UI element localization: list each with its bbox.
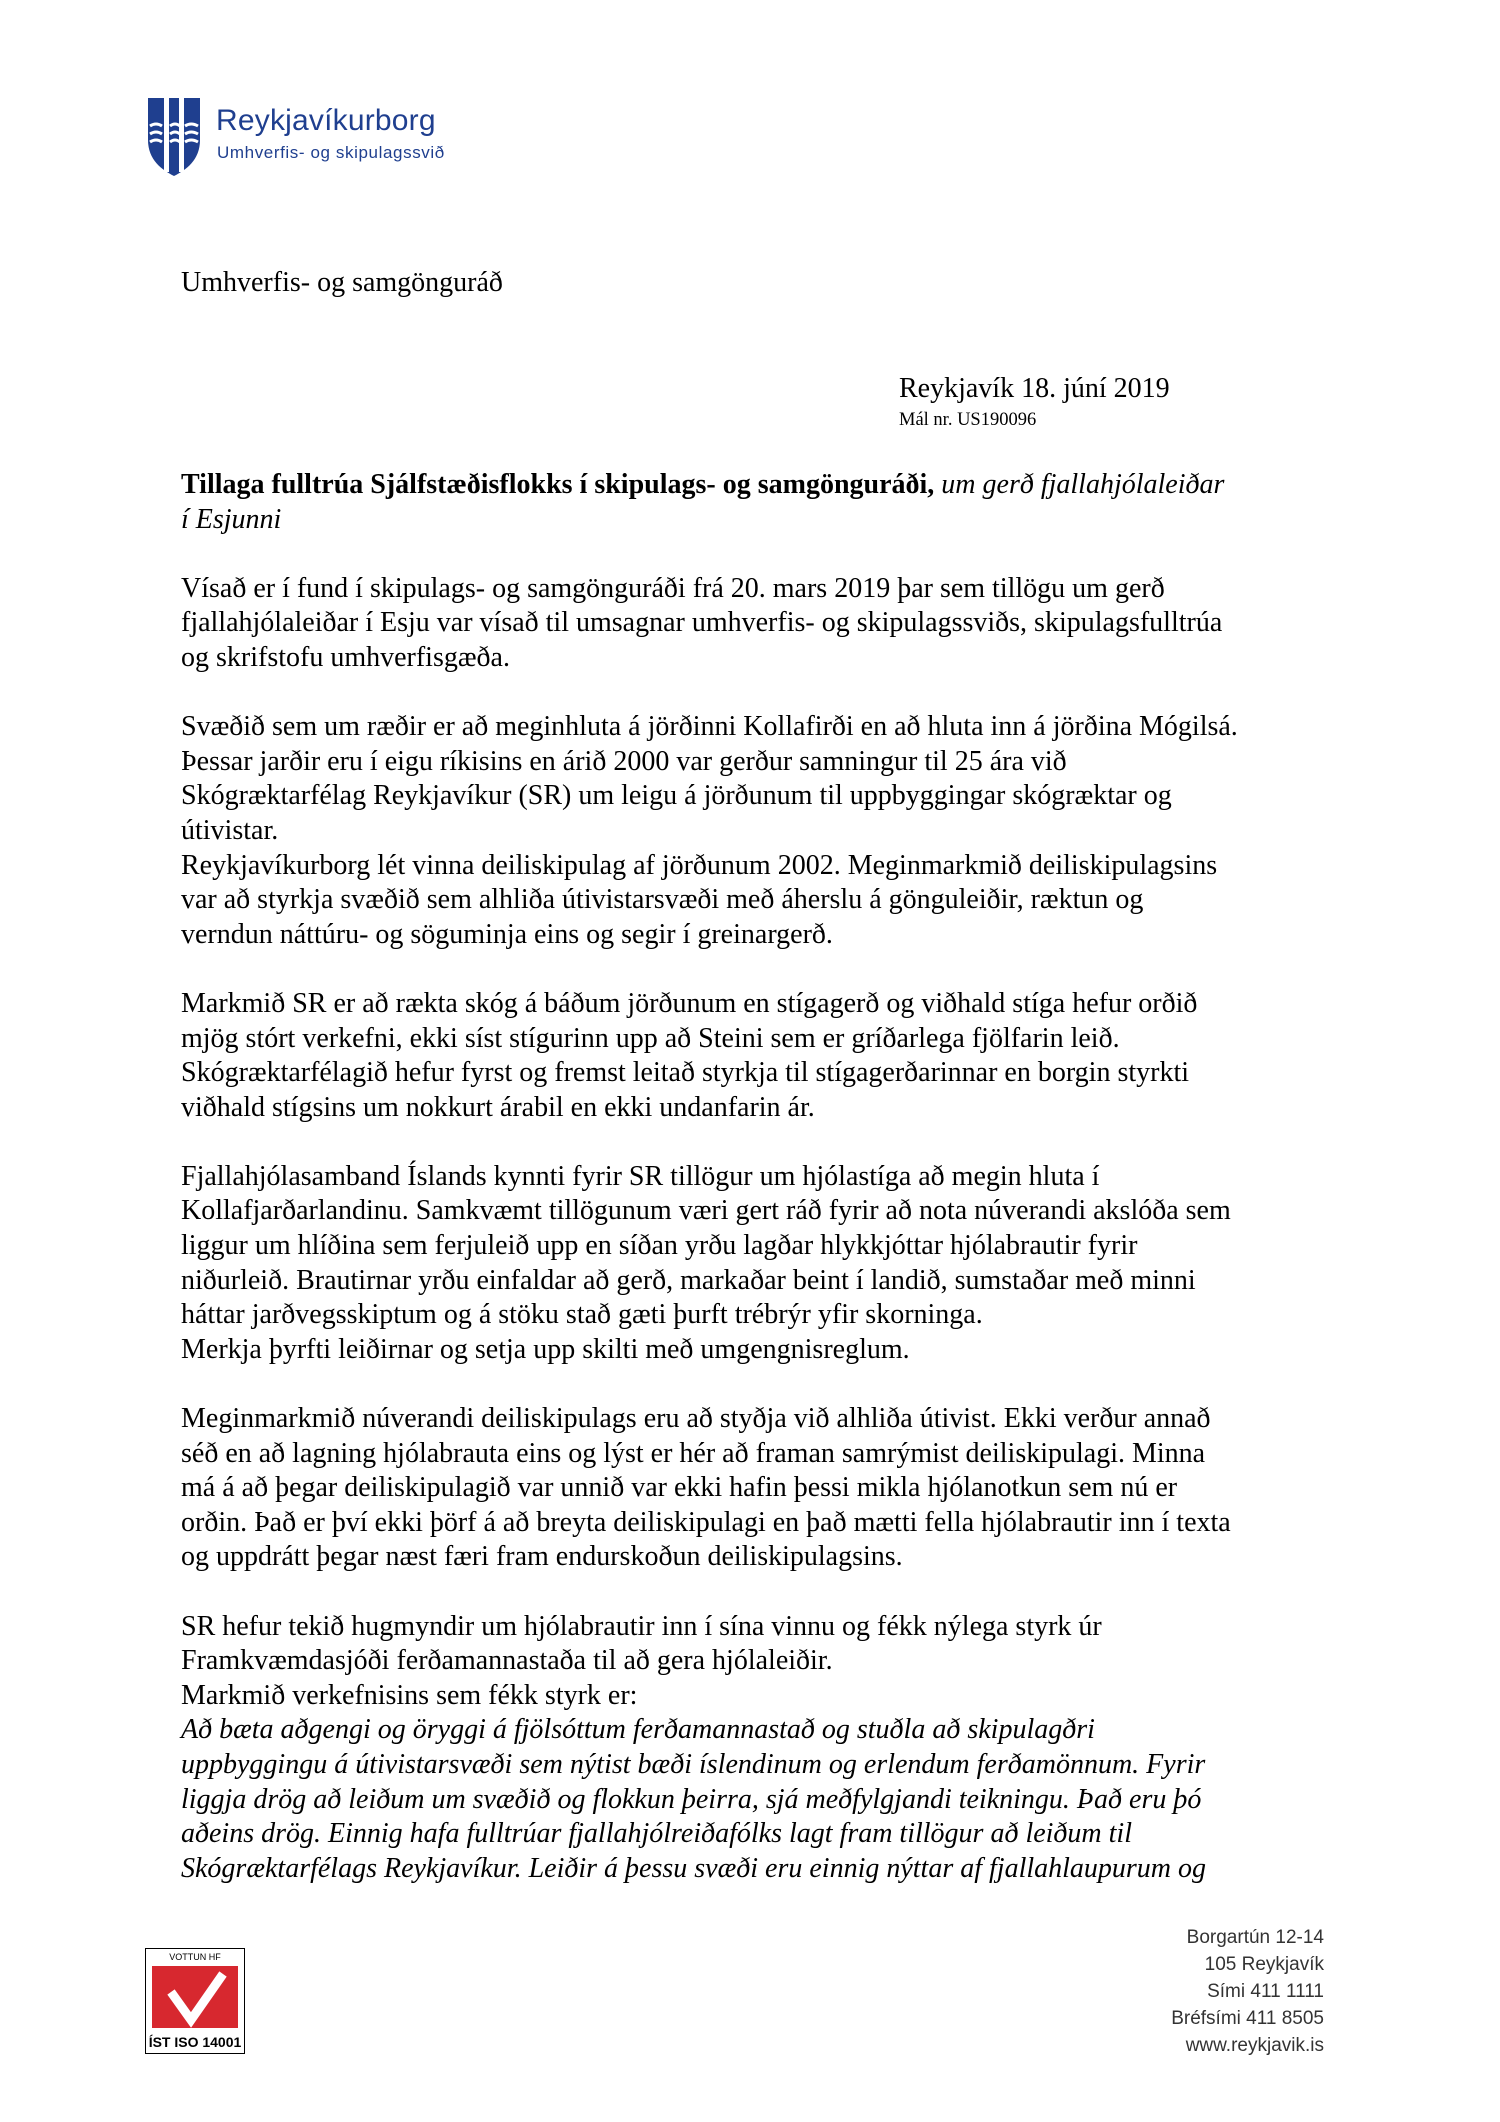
paragraph-6 <box>181 1333 1351 1368</box>
paragraph-7 <box>181 1402 1351 1575</box>
text-line: Merkja þyrfti leiðirnar og setja upp skilti með umgengnisreglum. <box>181 1333 910 1365</box>
address-fax: Bréfsími 411 8505 <box>1171 2008 1324 2029</box>
text-line: verndun náttúru- og söguminja eins og segir í greinargerð. <box>181 918 833 950</box>
text-line: Reykjavíkurborg lét vinna deiliskipulag af jörðunum 2002. Meginmarkmið deiliskipulagsins <box>181 849 1218 881</box>
text-line: orðin. Það er því ekki þörf á að breyta deiliskipulagi en það mætti fella hjólabrautir inn í texta <box>181 1506 1231 1538</box>
text-line: liggur um hlíðina sem ferjuleið upp en síðan yrðu lagðar hlykkjóttar hjólabrautir fyrir <box>181 1230 1138 1262</box>
text-line: liggja drög að leiðum um svæðið og flokkun þeirra, sjá meðfylgjandi teikningu. Það eru þó <box>181 1783 1202 1815</box>
text-line: Að bæta aðgengi og öryggi á fjölsóttum ferðamannastað og stuðla að skipulagðri <box>181 1714 1095 1746</box>
letter-body <box>181 468 1351 1886</box>
text-line: Fjallahjólasamband Íslands kynnti fyrir SR tillögur um hjólastíga að megin hluta í <box>181 1160 1100 1192</box>
text-line: séð en að lagning hjólabrauta eins og lýst er hér að framan samrýmist deiliskipulagi. Minna <box>181 1437 1206 1469</box>
text-line: uppbyggingu á útivistarsvæði sem nýtist bæði íslendinum og erlendum ferðamönnum. Fyrir <box>181 1748 1206 1780</box>
address-website[interactable]: www.reykjavik.is <box>1185 2035 1324 2056</box>
text-line: Þessar jarðir eru í eigu ríkisins en árið 2000 var gerður samningur til 25 ára við <box>181 745 1067 777</box>
text-line: háttar jarðvegsskiptum og á stöku stað gæti þurft trébrýr yfir skorninga. <box>181 1299 983 1331</box>
text-line: Skógræktarfélags Reykjavíkur. Leiðir á þessu svæði eru einnig nýttar af fjallahlaupurum og <box>181 1852 1207 1884</box>
checkmark-certification-icon <box>145 1948 245 2054</box>
paragraph-5 <box>181 1160 1351 1333</box>
subject-bold: Tillaga fulltrúa Sjálfstæðisflokks í skipulags- og samgönguráði, <box>181 469 935 500</box>
text-line: má á að þegar deiliskipulagið var unnið var ekki hafin þessi mikla hjólanotkun sem nú er <box>181 1472 1178 1504</box>
paragraph-3 <box>181 849 1351 953</box>
case-number: Mál nr. US190096 <box>899 410 1037 430</box>
address-phone: Sími 411 1111 <box>1207 1981 1324 2002</box>
text-line: Meginmarkmið núverandi deiliskipulags eru að styðja við alhliða útivist. Ekki verður annað <box>181 1403 1211 1435</box>
address-street: Borgartún 12-14 <box>1186 1927 1324 1948</box>
org-logo <box>146 96 486 178</box>
text-line: Skógræktarfélagið hefur fyrst og fremst leitað styrkja til stígagerðarinnar en borgin styrkti <box>181 1057 1190 1089</box>
cert-top-label: VOTTUN HF <box>169 1952 221 1962</box>
paragraph-1 <box>181 572 1351 676</box>
org-name: Reykjavíkurborg <box>216 104 436 137</box>
footer-address <box>1171 1924 1324 2059</box>
coat-of-arms-icon <box>146 96 202 178</box>
subject-heading <box>181 468 1351 537</box>
text-line: niðurleið. Brautirnar yrðu einfaldar að gerð, markaðar beint í landið, sumstaðar með minni <box>181 1264 1196 1296</box>
text-line: og skrifstofu umhverfisgæða. <box>181 641 510 673</box>
recipient: Umhverfis- og samgönguráð <box>181 267 503 298</box>
text-line: mjög stórt verkefni, ekki síst stígurinn upp að Steini sem er gríðarlega fjölfarin leið. <box>181 1022 1120 1054</box>
subject-italic: um gerð fjallahjólaleiðar <box>941 469 1225 500</box>
text-line: og uppdrátt þegar næst færi fram endurskoðun deiliskipulagsins. <box>181 1541 903 1573</box>
text-line: Markmið verkefnisins sem fékk styrk er: <box>181 1679 638 1711</box>
text-line: Skógræktarfélag Reykjavíkur (SR) um leigu á jörðunum til uppbyggingar skógræktar og <box>181 780 1172 812</box>
text-line: aðeins drög. Einnig hafa fulltrúar fjallahjólreiðafólks lagt fram tillögur að leiðum til <box>181 1818 1132 1850</box>
text-line: SR hefur tekið hugmyndir um hjólabrautir inn í sína vinnu og fékk nýlega styrk úr <box>181 1610 1102 1642</box>
text-line: útivistar. <box>181 814 279 846</box>
paragraph-9 <box>181 1679 1351 1714</box>
text-line: var að styrkja svæðið sem alhliða útivistarsvæði með áherslu á gönguleiðir, ræktun og <box>181 884 1144 916</box>
paragraph-8 <box>181 1610 1351 1679</box>
address-postal: 105 Reykjavík <box>1204 1954 1324 1975</box>
paragraph-4 <box>181 987 1351 1125</box>
text-line: Markmið SR er að rækta skóg á báðum jörðunum en stígagerð og viðhald stíga hefur orðið <box>181 987 1198 1019</box>
paragraph-2 <box>181 710 1351 848</box>
cert-bottom-label: ÍST ISO 14001 <box>148 2034 242 2050</box>
subject-italic-cont: í Esjunni <box>181 503 282 535</box>
org-department: Umhverfis- og skipulagssvið <box>217 143 445 162</box>
iso-certification-badge <box>145 1948 245 2054</box>
quote-block <box>181 1713 1351 1886</box>
text-line: viðhald stígsins um nokkurt árabil en ekki undanfarin ár. <box>181 1091 815 1123</box>
text-line: Svæðið sem um ræðir er að meginhluta á jörðinni Kollafirði en að hluta inn á jörðina Mógilsá. <box>181 711 1238 743</box>
text-line: Framkvæmdasjóði ferðamannastaða til að gera hjólaleiðir. <box>181 1645 833 1677</box>
letter-date: Reykjavík 18. júní 2019 <box>899 373 1170 404</box>
text-line: Kollafjarðarlandinu. Samkvæmt tillögunum væri gert ráð fyrir að nota núverandi akslóða sem <box>181 1195 1231 1227</box>
text-line: Vísað er í fund í skipulags- og samgönguráði frá 20. mars 2019 þar sem tillögu um gerð <box>181 572 1165 604</box>
text-line: fjallahjólaleiðar í Esju var vísað til umsagnar umhverfis- og skipulagssviðs, skipulagsfulltrúa <box>181 607 1223 639</box>
